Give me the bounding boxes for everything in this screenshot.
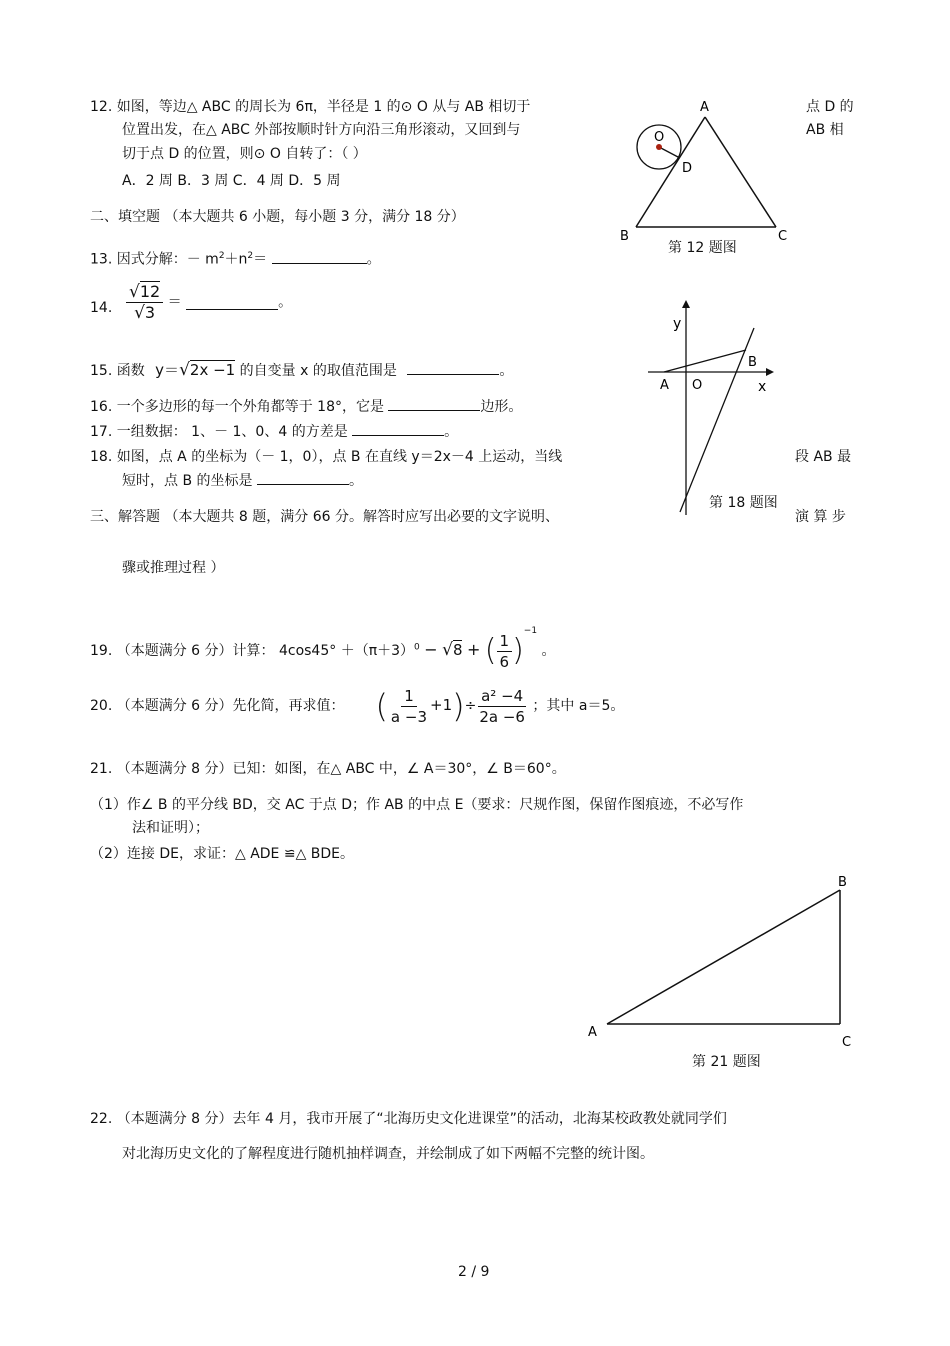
q15-y: y＝ xyxy=(155,361,180,379)
q15-radicand: 2x −1 xyxy=(189,361,236,379)
fig12-label-a: A xyxy=(700,100,709,115)
q16 xyxy=(90,397,522,416)
q12-line1-right: 点 D 的 xyxy=(806,99,854,115)
q19: 19. （本题满分 6 分）计算： $4\cos 45^\circ +(\pi+3)^0 - √8$ + ( $\frac{1}{6}$ )$^{-1}$ 。 xyxy=(90,626,556,671)
fig18-label-o: O xyxy=(692,378,703,393)
fig18-label-x: x xyxy=(758,379,767,395)
q18-line2 xyxy=(122,471,363,490)
fig12-label-b: B xyxy=(620,229,629,244)
q20-num2: a² −4 xyxy=(478,686,526,707)
q19-den: 6 xyxy=(499,652,510,671)
figure-21 xyxy=(580,870,870,1050)
fig18-label-b: B xyxy=(748,355,757,370)
q20-suffix: ；其中 a＝5。 xyxy=(532,698,625,714)
q19-prefix: 19. （本题满分 6 分）计算： 4cos45° ＋（π＋3） xyxy=(90,643,415,659)
q15: 15. 函数 y＝√2x −1 的自变量 x 的取值范围是 。 xyxy=(90,360,514,380)
q19-sup0: 0 xyxy=(414,642,420,653)
q14-end: 。 xyxy=(278,294,293,311)
q17 xyxy=(90,422,458,441)
q18-line1: 18. 如图，点 A 的坐标为（－ 1，0），点 B 在直线 y＝2x－4 上运动，当线 xyxy=(90,449,563,465)
q18-end: 。 xyxy=(348,473,363,489)
q12-line2: 位置出发，在△ ABC 外部按顺时针方向沿三角形滚动，又回到与 xyxy=(122,122,521,138)
q22-line2: 对北海历史文化的了解程度进行随机抽样调查，并绘制成了如下两幅不完整的统计图。 xyxy=(122,1146,654,1162)
q17-answer-blank[interactable] xyxy=(352,422,444,436)
q15-prefix: 15. 函数 xyxy=(90,363,145,379)
fig18-label-y: y xyxy=(673,316,682,332)
q17-end: 。 xyxy=(444,424,459,440)
q13-answer-blank[interactable] xyxy=(272,250,367,264)
q12-line1: 12. 如图，等边△ ABC 的周长为 6π，半径是 1 的⊙ O 从与 AB 相切于 xyxy=(90,99,531,115)
q14-answer-blank[interactable] xyxy=(186,296,278,310)
q13-sup2: 2 xyxy=(247,251,254,261)
q15-end: 。 xyxy=(499,363,514,379)
q21-part1b: 法和证明）； xyxy=(132,820,209,836)
q16-end: 边形。 xyxy=(480,399,523,415)
section2-heading: 二、填空题 （本大题共 6 小题，每小题 3 分，满分 18 分） xyxy=(90,209,465,225)
q12-line3: 切于点 D 的位置，则⊙ O 自转了：（ ） xyxy=(122,146,367,162)
q13-suffix: ＝ xyxy=(253,251,268,268)
q20: 20. （本题满分 6 分）先化简，再求值： ( $\frac{1}{a -3}$ +1)÷ $\frac{\text{a² −4}}{2a -6}$ ；其中 a＝5。 xyxy=(90,686,625,726)
fig21-label-b: B xyxy=(838,875,847,890)
q20-plus1: +1 xyxy=(430,696,453,714)
q21-part1: （1）作∠ B 的平分线 BD，交 AC 于点 D；作 AB 的中点 E（要求：尺规作图，保留作图痕迹，不必写作 xyxy=(90,797,744,813)
q12-options: A．2 周 B．3 周 C．4 周 D．5 周 xyxy=(122,173,341,189)
q14-expr: $\frac{√12}{√3}$ ＝ 。 xyxy=(126,282,292,323)
q14-eq: ＝ xyxy=(167,294,182,311)
fig12-label-c: C xyxy=(778,229,788,244)
fig18-caption: 第 18 题图 xyxy=(709,495,778,511)
q16-text: 16. 一个多边形的每一个外角都等于 18°，它是 xyxy=(90,399,384,415)
q21-line1: 21. （本题满分 8 分）已知：如图，在△ ABC 中，∠ A＝30°，∠ B＝60°。 xyxy=(90,761,566,777)
q18-line2-text: 短时，点 B 的坐标是 xyxy=(122,473,253,489)
fig12-label-o: O xyxy=(654,130,665,145)
q21-part2: （2）连接 DE，求证：△ ADE ≌△ BDE。 xyxy=(90,846,355,862)
fig21-caption: 第 21 题图 xyxy=(692,1054,761,1070)
section3-line2: 骤或推理过程 ） xyxy=(122,560,225,576)
q19-num: 1 xyxy=(497,631,513,652)
fig21-label-a: A xyxy=(588,1025,597,1040)
q19-exp: −1 xyxy=(523,626,538,636)
q13-mid: ＋n xyxy=(224,251,248,268)
q15-answer-blank[interactable] xyxy=(407,361,499,375)
q17-text: 17. 一组数据： 1、－ 1、0、4 的方差是 xyxy=(90,424,348,440)
q18-line1-right: 段 AB 最 xyxy=(795,449,852,465)
fig12-label-d: D xyxy=(682,161,693,176)
q20-den1: a −3 xyxy=(390,707,427,726)
q18-answer-blank[interactable] xyxy=(257,471,349,485)
q19-plus: + xyxy=(466,640,481,659)
q16-answer-blank[interactable] xyxy=(388,397,480,411)
section3-line1-right: 演 算 步 xyxy=(795,509,846,525)
q14-label: 14. xyxy=(90,300,113,316)
q19-minus: − xyxy=(424,640,438,659)
section3-line1: 三、解答题 （本大题共 8 题，满分 66 分。解答时应写出必要的文字说明、 xyxy=(90,509,559,525)
q20-den2: 2a −6 xyxy=(479,707,525,726)
q22-line1: 22. （本题满分 8 分）去年 4 月，我市开展了“北海历史文化进课堂”的活动，北海某校政教处就同学们 xyxy=(90,1111,727,1127)
q14-num: 12 xyxy=(139,282,161,301)
q20-prefix: 20. （本题满分 6 分）先化简，再求值： xyxy=(90,698,345,714)
q13 xyxy=(90,247,381,269)
figure-18 xyxy=(640,300,790,520)
q13-end: 。 xyxy=(366,251,381,268)
fig21-label-c: C xyxy=(842,1035,852,1050)
fig18-label-a: A xyxy=(660,378,669,393)
q14-den: 3 xyxy=(144,303,156,322)
q13-sup1: 2 xyxy=(218,251,225,261)
fig12-caption: 第 12 题图 xyxy=(668,240,737,256)
q13-prefix: 13. 因式分解：－ m xyxy=(90,251,219,268)
q19-radicand: 8 xyxy=(452,641,463,659)
q12-line2-right: AB 相 xyxy=(806,122,844,138)
q15-suffix: 的自变量 x 的取值范围是 xyxy=(239,363,397,379)
q20-num1: 1 xyxy=(401,686,417,707)
q20-div: ÷ xyxy=(464,698,477,714)
page-number: 2 / 9 xyxy=(458,1264,490,1280)
q19-end: 。 xyxy=(541,643,556,659)
